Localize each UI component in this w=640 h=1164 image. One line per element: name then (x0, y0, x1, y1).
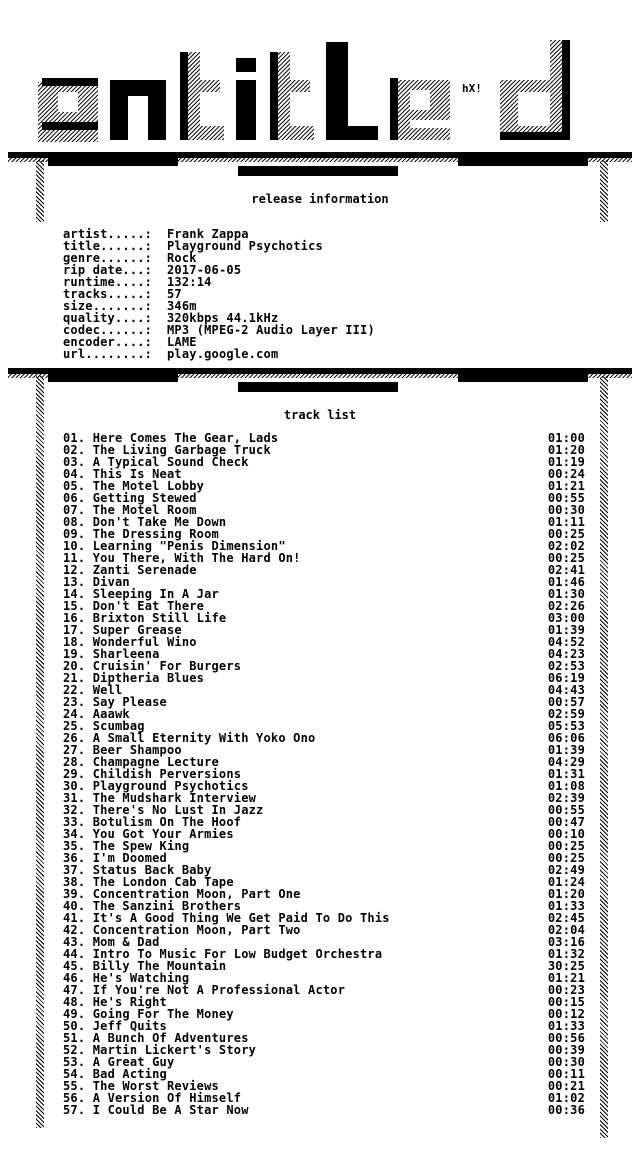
track-title: Learning "Penis Dimension" (92, 539, 286, 553)
info-value: 346m (167, 299, 197, 313)
track-title: The Worst Reviews (92, 1079, 219, 1093)
track-duration: 00:36 (547, 1103, 585, 1117)
info-key: size.......: (63, 299, 153, 313)
info-key: quality....: (63, 311, 153, 325)
logo-graphic (30, 22, 630, 142)
track-duration: 00:30 (547, 1055, 585, 1069)
track-title: It's A Good Thing We Get Paid To Do This (92, 911, 390, 925)
track-duration: 04:23 (547, 647, 585, 661)
track-duration: 02:02 (547, 539, 585, 553)
track-title: Bad Acting (92, 1067, 167, 1081)
track-duration: 06:19 (547, 671, 585, 685)
track-duration: 02:49 (547, 863, 585, 877)
track-title: He's Watching (92, 971, 190, 985)
tracklist-heading: track list (283, 408, 357, 422)
track-title: Brixton Still Life (92, 611, 227, 625)
track-title: The Mudshark Interview (92, 791, 257, 805)
track-title: Billy The Mountain (92, 959, 227, 973)
track-row (63, 672, 585, 684)
track-number: 45. (63, 959, 86, 973)
track-number: 32. (63, 803, 86, 817)
track-number: 26. (63, 731, 86, 745)
track-row (63, 1104, 585, 1116)
info-value: Playground Psychotics (167, 239, 323, 253)
track-title: The Spew King (92, 839, 190, 853)
track-duration: 04:43 (547, 683, 585, 697)
track-title: Going For The Money (92, 1007, 234, 1021)
track-number: 50. (63, 1019, 86, 1033)
track-title: Zanti Serenade (92, 563, 197, 577)
track-number: 31. (63, 791, 86, 805)
track-duration: 01:32 (547, 947, 585, 961)
track-duration: 04:29 (547, 755, 585, 769)
info-key: genre......: (63, 251, 153, 265)
track-number: 28. (63, 755, 86, 769)
track-title: Don't Eat There (92, 599, 205, 613)
track-title: Sharleena (92, 647, 160, 661)
info-key: title......: (63, 239, 153, 253)
track-title: Scumbag (92, 719, 145, 733)
track-duration: 00:25 (547, 851, 585, 865)
track-number: 10. (63, 539, 86, 553)
track-number: 33. (63, 815, 86, 829)
track-duration: 05:53 (547, 719, 585, 733)
track-number: 41. (63, 911, 86, 925)
track-number: 48. (63, 995, 86, 1009)
track-title: He's Right (92, 995, 167, 1009)
track-number: 14. (63, 587, 86, 601)
info-value: Rock (167, 251, 197, 265)
track-duration: 01:46 (547, 575, 585, 589)
info-key: encoder....: (63, 335, 153, 349)
track-title: The Dressing Room (92, 527, 219, 541)
release-info-heading: release information (251, 192, 389, 206)
info-key: rip date...: (63, 263, 153, 277)
track-number: 36. (63, 851, 86, 865)
track-duration: 00:25 (547, 527, 585, 541)
track-duration: 01:39 (547, 743, 585, 757)
track-number: 23. (63, 695, 86, 709)
track-number: 19. (63, 647, 86, 661)
track-duration: 01:19 (547, 455, 585, 469)
track-duration: 01:33 (547, 1019, 585, 1033)
track-number: 43. (63, 935, 86, 949)
track-duration: 01:00 (547, 431, 585, 445)
info-value: LAME (167, 335, 197, 349)
track-duration: 01:20 (547, 887, 585, 901)
track-title: Getting Stewed (92, 491, 197, 505)
track-row (63, 696, 585, 708)
info-value: play.google.com (167, 347, 279, 361)
right-hatch-rule (600, 160, 608, 222)
track-number: 52. (63, 1043, 86, 1057)
track-duration: 03:16 (547, 935, 585, 949)
track-number: 39. (63, 887, 86, 901)
track-number: 25. (63, 719, 86, 733)
track-duration: 02:39 (547, 791, 585, 805)
track-duration: 01:11 (547, 515, 585, 529)
track-number: 30. (63, 779, 86, 793)
track-number: 21. (63, 671, 86, 685)
track-title: Don't Take Me Down (92, 515, 227, 529)
track-number: 15. (63, 599, 86, 613)
track-duration: 00:23 (547, 983, 585, 997)
track-title: Playground Psychotics (92, 779, 249, 793)
track-duration: 01:30 (547, 587, 585, 601)
track-number: 47. (63, 983, 86, 997)
track-number: 44. (63, 947, 86, 961)
track-number: 18. (63, 635, 86, 649)
track-number: 46. (63, 971, 86, 985)
track-duration: 01:31 (547, 767, 585, 781)
track-duration: 00:30 (547, 503, 585, 517)
track-title: Aaawk (92, 707, 130, 721)
track-title: I'm Doomed (92, 851, 167, 865)
track-title: A Small Eternity With Yoko Ono (92, 731, 316, 745)
info-value: 57 (167, 287, 182, 301)
track-title: Jeff Quits (92, 1019, 167, 1033)
track-duration: 00:10 (547, 827, 585, 841)
track-number: 27. (63, 743, 86, 757)
track-title: Childish Perversions (92, 767, 242, 781)
track-duration: 02:41 (547, 563, 585, 577)
track-number: 54. (63, 1067, 86, 1081)
track-number: 03. (63, 455, 86, 469)
track-title: Well (92, 683, 123, 697)
track-duration: 01:33 (547, 899, 585, 913)
info-key: codec......: (63, 323, 153, 337)
track-title: Beer Shampoo (92, 743, 182, 757)
track-number: 16. (63, 611, 86, 625)
track-title: The Living Garbage Truck (92, 443, 271, 457)
info-value: MP3 (MPEG-2 Audio Layer III) (167, 323, 375, 337)
track-title: You Got Your Armies (92, 827, 234, 841)
track-duration: 30:25 (547, 959, 585, 973)
track-title: This Is Neat (92, 467, 182, 481)
track-duration: 02:26 (547, 599, 585, 613)
track-title: Mom & Dad (92, 935, 160, 949)
track-duration: 04:52 (547, 635, 585, 649)
track-title: Say Please (92, 695, 167, 709)
track-title: Champagne Lecture (92, 755, 219, 769)
track-title: Intro To Music For Low Budget Orchestra (92, 947, 383, 961)
track-number: 06. (63, 491, 86, 505)
track-number: 57. (63, 1103, 86, 1117)
track-number: 13. (63, 575, 86, 589)
track-row (63, 564, 585, 576)
left-hatch-rule (36, 376, 44, 1128)
track-title: Botulism On The Hoof (92, 815, 242, 829)
track-duration: 01:20 (547, 443, 585, 457)
logo-tag: hX! (462, 82, 482, 95)
info-value: 132:14 (167, 275, 212, 289)
track-duration: 01:21 (547, 971, 585, 985)
track-number: 09. (63, 527, 86, 541)
info-key: artist.....: (63, 227, 153, 241)
track-duration: 00:57 (547, 695, 585, 709)
track-title: The Sanzini Brothers (92, 899, 242, 913)
track-number: 38. (63, 875, 86, 889)
track-title: Diptheria Blues (92, 671, 205, 685)
track-title: A Bunch Of Adventures (92, 1031, 249, 1045)
track-duration: 00:47 (547, 815, 585, 829)
track-title: The Motel Room (92, 503, 197, 517)
track-number: 24. (63, 707, 86, 721)
track-title: A Great Guy (92, 1055, 175, 1069)
track-duration: 00:25 (547, 839, 585, 853)
track-title: Martin Lickert's Story (92, 1043, 257, 1057)
track-title: A Version Of Himself (92, 1091, 242, 1105)
left-hatch-rule (36, 160, 44, 222)
track-number: 56. (63, 1091, 86, 1105)
track-title: Wonderful Wino (92, 635, 197, 649)
track-duration: 00:21 (547, 1079, 585, 1093)
track-number: 04. (63, 467, 86, 481)
track-title: Here Comes The Gear, Lads (92, 431, 279, 445)
track-title: Super Grease (92, 623, 182, 637)
track-duration: 00:25 (547, 551, 585, 565)
track-number: 40. (63, 899, 86, 913)
track-label (63, 1104, 249, 1116)
track-number: 53. (63, 1055, 86, 1069)
track-title: There's No Lust In Jazz (92, 803, 264, 817)
track-duration: 01:08 (547, 779, 585, 793)
track-duration: 02:04 (547, 923, 585, 937)
track-title: If You're Not A Professional Actor (92, 983, 346, 997)
track-duration: 00:15 (547, 995, 585, 1009)
track-duration: 01:39 (547, 623, 585, 637)
track-title: Concentration Moon, Part One (92, 887, 301, 901)
entitled-logo (30, 22, 630, 142)
track-duration: 01:24 (547, 875, 585, 889)
track-duration: 00:55 (547, 491, 585, 505)
track-title: Divan (92, 575, 130, 589)
track-title: Concentration Moon, Part Two (92, 923, 301, 937)
track-title: You There, With The Hard On! (92, 551, 301, 565)
info-value: Frank Zappa (167, 227, 249, 241)
info-key: url........: (63, 347, 153, 361)
release-info (63, 228, 375, 360)
track-duration: 01:02 (547, 1091, 585, 1105)
track-duration: 03:00 (547, 611, 585, 625)
track-number: 12. (63, 563, 86, 577)
track-number: 49. (63, 1007, 86, 1021)
track-duration: 00:56 (547, 1031, 585, 1045)
info-value: 320kbps 44.1kHz (167, 311, 279, 325)
track-duration: 00:24 (547, 467, 585, 481)
track-duration: 00:39 (547, 1043, 585, 1057)
track-number: 22. (63, 683, 86, 697)
track-number: 08. (63, 515, 86, 529)
track-duration: 02:59 (547, 707, 585, 721)
info-value: 2017-06-05 (167, 263, 242, 277)
track-title: The Motel Lobby (92, 479, 205, 493)
track-title: Cruisin' For Burgers (92, 659, 242, 673)
right-hatch-rule (600, 376, 608, 1138)
track-number: 11. (63, 551, 86, 565)
track-duration: 02:45 (547, 911, 585, 925)
track-title: Status Back Baby (92, 863, 212, 877)
track-duration: 00:12 (547, 1007, 585, 1021)
track-number: 35. (63, 839, 86, 853)
track-duration: 00:55 (547, 803, 585, 817)
info-key: runtime....: (63, 275, 153, 289)
track-title: Sleeping In A Jar (92, 587, 219, 601)
track-duration: 02:53 (547, 659, 585, 673)
track-title: I Could Be A Star Now (92, 1103, 249, 1117)
track-number: 01. (63, 431, 86, 445)
track-number: 42. (63, 923, 86, 937)
track-number: 17. (63, 623, 86, 637)
track-list (63, 432, 585, 1116)
track-duration: 00:11 (547, 1067, 585, 1081)
track-title: The London Cab Tape (92, 875, 234, 889)
track-number: 29. (63, 767, 86, 781)
track-number: 20. (63, 659, 86, 673)
track-duration: 01:21 (547, 479, 585, 493)
track-number: 05. (63, 479, 86, 493)
info-key: tracks.....: (63, 287, 153, 301)
track-number: 34. (63, 827, 86, 841)
track-number: 55. (63, 1079, 86, 1093)
track-number: 07. (63, 503, 86, 517)
track-number: 51. (63, 1031, 86, 1045)
track-number: 37. (63, 863, 86, 877)
track-title: A Typical Sound Check (92, 455, 249, 469)
info-row (63, 348, 375, 360)
track-number: 02. (63, 443, 86, 457)
track-duration: 06:06 (547, 731, 585, 745)
